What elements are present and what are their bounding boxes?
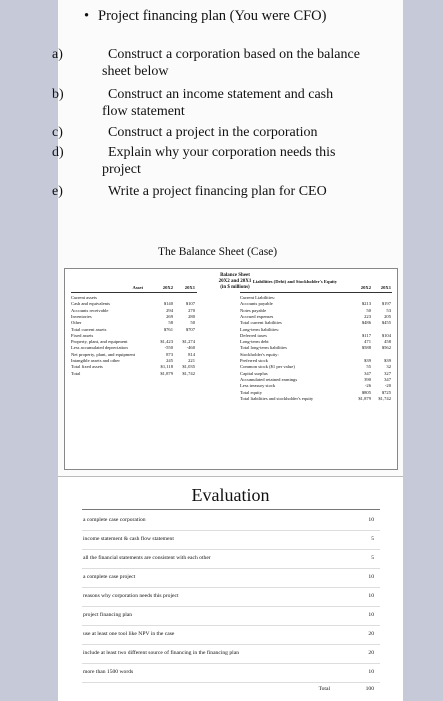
liability-row-value: $1,879 xyxy=(358,395,371,401)
liab-year-1: 20X2 xyxy=(360,285,371,290)
task-item-e xyxy=(52,183,327,200)
task-label: b) xyxy=(52,87,64,102)
task-label: a) xyxy=(52,47,63,62)
liability-row-value: $486 xyxy=(361,320,371,326)
task-label: c) xyxy=(52,125,63,140)
liab-header-rule xyxy=(240,292,392,293)
asset-row-value: $1,035 xyxy=(182,364,195,370)
evaluation-row xyxy=(82,549,380,569)
asset-row-label: Net property, plant, and equipment xyxy=(71,351,135,357)
liability-row-label: Common stock ($1 per value) xyxy=(240,364,295,370)
asset-row-value: $1,423 xyxy=(160,339,173,345)
liability-row-value: 471 xyxy=(364,339,371,345)
liability-row-value: $805 xyxy=(361,389,371,395)
liability-row-value: 53 xyxy=(386,307,391,313)
criterion-text: include at least two different source of financing in the financing plan xyxy=(83,650,240,656)
liabilities-heading: Liabilities (Debt) and Stockholder's Equity xyxy=(252,279,338,284)
liability-row-value: -26 xyxy=(364,383,371,389)
evaluation-title: Evaluation xyxy=(191,485,270,505)
asset-header-rule xyxy=(71,292,197,293)
liability-row-label: Long-term liabilities: xyxy=(240,326,280,332)
bullet-glyph: • xyxy=(84,8,90,24)
evaluation-section xyxy=(58,476,403,701)
liability-row-value: 32 xyxy=(386,364,391,370)
asset-year-1: 20X2 xyxy=(162,285,173,290)
asset-row-value: 270 xyxy=(188,307,195,313)
document-page xyxy=(52,0,403,700)
evaluation-total-row xyxy=(82,682,380,696)
criterion-text: a complete case project xyxy=(83,574,136,580)
liability-row-value: 205 xyxy=(384,313,391,319)
liability-row-label: Total liabilities and stockholder's equity xyxy=(240,395,314,401)
task-label: e) xyxy=(52,184,63,199)
liability-row-value: 347 xyxy=(384,376,391,382)
task-label: d) xyxy=(52,145,64,160)
liability-row-value: -20 xyxy=(384,383,391,389)
asset-row-label: Other xyxy=(71,320,82,326)
asset-row-label: Property, plant, and equipment xyxy=(71,339,128,345)
asset-row-value: 58 xyxy=(168,320,173,326)
asset-row-label: Total current assets xyxy=(71,326,107,332)
liability-row-value: $39 xyxy=(384,358,391,363)
liability-row-value: $562 xyxy=(381,345,391,351)
asset-row-value: 221 xyxy=(188,358,195,363)
liability-row-value: 347 xyxy=(364,370,371,376)
criterion-points: 10 xyxy=(368,593,374,599)
liability-row-label: Long-term debt xyxy=(240,339,269,345)
asset-year-2: 20X1 xyxy=(184,285,195,290)
criterion-points: 10 xyxy=(368,612,374,618)
liability-row-value: $197 xyxy=(381,301,391,307)
task-item-b xyxy=(52,86,334,120)
task-line: project xyxy=(102,162,141,177)
asset-row-value: 50 xyxy=(190,320,195,326)
liability-row-value: $213 xyxy=(361,301,371,307)
liability-row-value: $104 xyxy=(381,332,391,338)
criterion-text: income statement & cash flow statement xyxy=(83,536,174,542)
asset-row-label: Fixed assets xyxy=(71,332,94,338)
asset-row-label: Current assets xyxy=(71,295,97,300)
asset-row-value: $1,274 xyxy=(182,339,195,345)
criterion-points: 10 xyxy=(368,517,374,523)
assignment-heading-text: Project financing plan (You were CFO) xyxy=(98,8,327,24)
liability-row-value: $39 xyxy=(364,358,371,363)
asset-row-value: $707 xyxy=(185,326,195,332)
asset-row-value: $140 xyxy=(163,301,173,307)
asset-row-value: 873 xyxy=(166,351,173,357)
criterion-text: reasons why corporation needs this project xyxy=(83,593,179,599)
asset-row-value: 280 xyxy=(188,313,195,319)
evaluation-row xyxy=(82,644,380,664)
criterion-points: 5 xyxy=(371,555,374,561)
asset-row-value: $1,879 xyxy=(160,370,173,376)
task-item-a xyxy=(52,46,360,80)
asset-row-value: $761 xyxy=(163,326,173,332)
total-label: Total xyxy=(318,686,330,692)
asset-row-value: $1,742 xyxy=(182,370,195,376)
criterion-text: a complete case corporation xyxy=(83,517,146,523)
liability-row-value: 458 xyxy=(384,339,391,345)
task-line: Explain why your corporation needs this xyxy=(108,145,336,160)
criterion-text: more than 1500 words xyxy=(83,669,134,675)
balance-sheet-caption: The Balance Sheet (Case) xyxy=(158,246,278,258)
liability-row-value: $1,742 xyxy=(378,395,391,401)
evaluation-row xyxy=(82,568,380,588)
task-line: Write a project financing plan for CEO xyxy=(108,184,327,199)
asset-row-label: Cash and equivalents xyxy=(71,301,111,307)
liability-row-value: $455 xyxy=(381,320,391,326)
asset-row-label: Intangible assets and other xyxy=(71,358,120,363)
header-line: (in $ millions) xyxy=(220,285,250,290)
liability-row-label: Deferred taxes xyxy=(240,332,267,338)
liability-row-value: 50 xyxy=(366,307,371,313)
liability-row-value: $588 xyxy=(361,345,371,351)
liability-row-label: Accrued expenses xyxy=(240,313,274,319)
criterion-points: 10 xyxy=(368,669,374,675)
asset-row-value: -460 xyxy=(186,345,195,351)
asset-heading: Asset xyxy=(132,285,143,290)
task-line: Construct an income statement and cash xyxy=(108,87,334,102)
evaluation-row xyxy=(82,587,380,607)
asset-row-value: 814 xyxy=(188,351,195,357)
liability-row-label: Stockholder's equity: xyxy=(240,351,279,357)
liability-row-value: $725 xyxy=(381,389,391,395)
balance-sheet-image xyxy=(64,268,398,470)
asset-row-label: Accounts receivable xyxy=(71,307,109,313)
header-line: 20X2 and 20X1 xyxy=(218,279,252,284)
criterion-text: all the financial statements are consistent with each other xyxy=(83,555,211,561)
liability-row-label: Total current liabilities xyxy=(240,320,282,326)
liability-row-label: Accounts payable xyxy=(240,301,273,307)
task-line: sheet below xyxy=(102,64,169,79)
asset-row-value: $1,118 xyxy=(160,364,173,370)
liability-row-label: Less treasury stock xyxy=(240,383,276,389)
liab-year-2: 20X1 xyxy=(380,285,391,290)
task-line: Construct a corporation based on the balance xyxy=(108,47,360,62)
criterion-text: use at least one tool like NPV in the case xyxy=(83,631,175,637)
task-line: flow statement xyxy=(102,104,185,119)
liability-row-value: 223 xyxy=(364,313,371,319)
assignment-heading xyxy=(84,8,326,25)
asset-row-label: Inventories xyxy=(71,313,92,319)
criterion-text: project financing plan xyxy=(83,612,133,618)
liability-row-label: Preferred stock xyxy=(240,358,268,363)
liability-row-label: Notes payable xyxy=(240,307,267,313)
liability-row-value: $117 xyxy=(361,332,371,338)
evaluation-row xyxy=(82,530,380,550)
evaluation-row xyxy=(82,511,380,531)
liability-row-label: Accumulated retained earnings xyxy=(240,376,298,382)
asset-row-label: Total fixed assets xyxy=(71,364,103,370)
liability-row-label: Total equity xyxy=(240,389,263,395)
task-line: Construct a project in the corporation xyxy=(108,125,318,140)
liability-row-label: Current Liabilities: xyxy=(240,295,276,300)
liability-row-label: Total long-term liabilities xyxy=(240,345,287,351)
liability-row-value: 55 xyxy=(366,364,371,370)
evaluation-top-rule xyxy=(82,509,380,510)
asset-row-label: Less accumulated depreciation xyxy=(71,345,128,351)
liability-row-value: 327 xyxy=(384,370,391,376)
header-line: Balance Sheet xyxy=(220,273,250,278)
evaluation-row xyxy=(82,606,380,626)
evaluation-row xyxy=(82,663,380,683)
evaluation-row xyxy=(82,625,380,645)
asset-row-value: -550 xyxy=(164,345,173,351)
task-item-d xyxy=(52,144,336,178)
asset-row-value: 245 xyxy=(166,358,173,363)
asset-row-value: 294 xyxy=(166,307,173,313)
criterion-points: 20 xyxy=(368,631,374,637)
criterion-points: 10 xyxy=(368,574,374,580)
total-points: 100 xyxy=(365,686,374,692)
task-item-c xyxy=(52,124,318,141)
asset-row-value: $107 xyxy=(185,301,195,307)
criterion-points: 20 xyxy=(368,650,374,656)
criterion-points: 5 xyxy=(371,536,374,542)
asset-row-value: 269 xyxy=(166,313,173,319)
liability-row-value: 390 xyxy=(364,376,371,382)
asset-row-label: Total xyxy=(71,370,81,376)
liability-row-label: Capital surplus xyxy=(240,370,268,376)
